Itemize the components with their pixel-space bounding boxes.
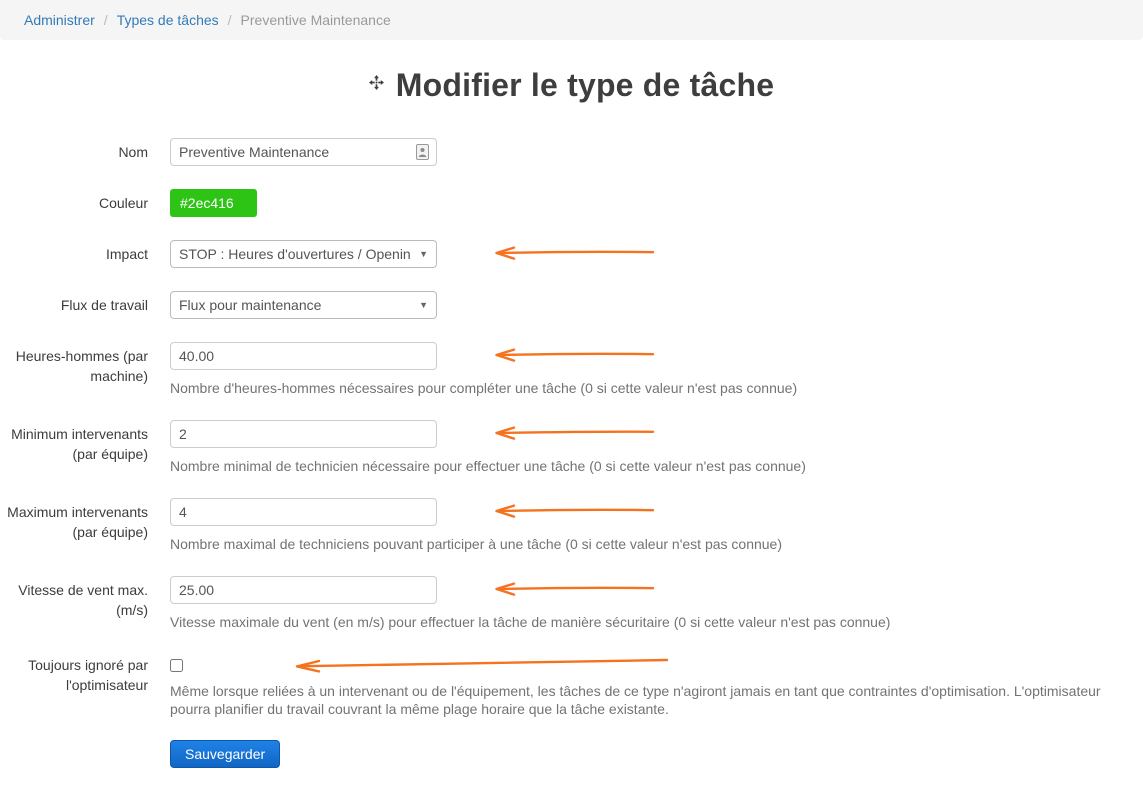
toujours-ignore-checkbox[interactable] [170, 659, 183, 672]
page-title [0, 67, 1143, 104]
move-icon [369, 75, 384, 90]
impact-label: Impact [105, 246, 148, 262]
flux-de-travail-select[interactable] [170, 291, 437, 319]
toujours-ignore-label: Toujours ignoré par l'optimisateur [28, 657, 148, 693]
breadcrumb-item-current: Preventive Maintenance [240, 12, 391, 28]
breadcrumb-item-administrer[interactable]: Administrer [24, 12, 95, 28]
page-title-text: Modifier le type de tâche [395, 67, 775, 103]
nom-input[interactable] [170, 138, 437, 166]
task-type-form [0, 138, 1143, 768]
vitesse-vent-label: Vitesse de vent max. (m/s) [18, 582, 148, 618]
flux-de-travail-select-value: Flux pour maintenance [179, 297, 322, 313]
maximum-intervenants-label: Maximum intervenants (par équipe) [7, 504, 148, 540]
chevron-down-icon: ▼ [419, 249, 428, 259]
vitesse-vent-help: Vitesse maximale du vent (en m/s) pour effectuer la tâche de manière sécuritaire (0 si cette valeur n'est pas connue) [170, 614, 891, 630]
vitesse-vent-input[interactable] [170, 576, 437, 604]
heures-hommes-input[interactable] [170, 342, 437, 370]
heures-hommes-label: Heures-hommes (par machine) [15, 348, 148, 384]
maximum-intervenants-help: Nombre maximal de techniciens pouvant participer à une tâche (0 si cette valeur n'est pas connue) [170, 536, 783, 552]
flux-de-travail-label: Flux de travail [60, 297, 148, 313]
field-row-maximum-intervenants [0, 498, 1143, 553]
actions-spacer [0, 739, 148, 768]
impact-select-value: STOP : Heures d'ouvertures / Openin [179, 246, 411, 262]
chevron-down-icon: ▼ [419, 300, 428, 310]
form-actions [0, 739, 1143, 768]
field-row-vitesse-vent [0, 576, 1143, 631]
autofill-icon [416, 144, 429, 160]
field-row-flux-de-travail [0, 291, 1143, 319]
breadcrumb-separator: / [103, 12, 108, 28]
toujours-ignore-help: Même lorsque reliées à un intervenant ou de l'équipement, les tâches de ce type n'agiront jamais en tant que contraintes d'optimisation. L'optimisateur pourra planifier du travail couvrant la même plage horaire que la tâche existante. [170, 683, 1101, 717]
field-row-minimum-intervenants [0, 420, 1143, 475]
minimum-intervenants-label: Minimum intervenants (par équipe) [11, 426, 148, 462]
couleur-label: Couleur [98, 195, 148, 211]
maximum-intervenants-input[interactable] [170, 498, 437, 526]
breadcrumb [0, 0, 1143, 40]
field-row-couleur [0, 189, 1143, 217]
couleur-swatch[interactable]: #2ec416 [170, 189, 257, 217]
field-row-impact [0, 240, 1143, 268]
impact-select[interactable] [170, 240, 437, 268]
heures-hommes-help: Nombre d'heures-hommes nécessaires pour compléter une tâche (0 si cette valeur n'est pas connue) [170, 380, 798, 396]
breadcrumb-item-types-de-taches[interactable]: Types de tâches [116, 12, 219, 28]
breadcrumb-separator: / [227, 12, 232, 28]
field-row-nom [0, 138, 1143, 166]
minimum-intervenants-input[interactable] [170, 420, 437, 448]
save-button[interactable]: Sauvegarder [170, 740, 280, 768]
field-row-toujours-ignore [0, 654, 1143, 718]
minimum-intervenants-help: Nombre minimal de technicien nécessaire pour effectuer une tâche (0 si cette valeur n'est pas connue) [170, 458, 806, 474]
nom-label: Nom [118, 144, 148, 160]
field-row-heures-hommes [0, 342, 1143, 397]
